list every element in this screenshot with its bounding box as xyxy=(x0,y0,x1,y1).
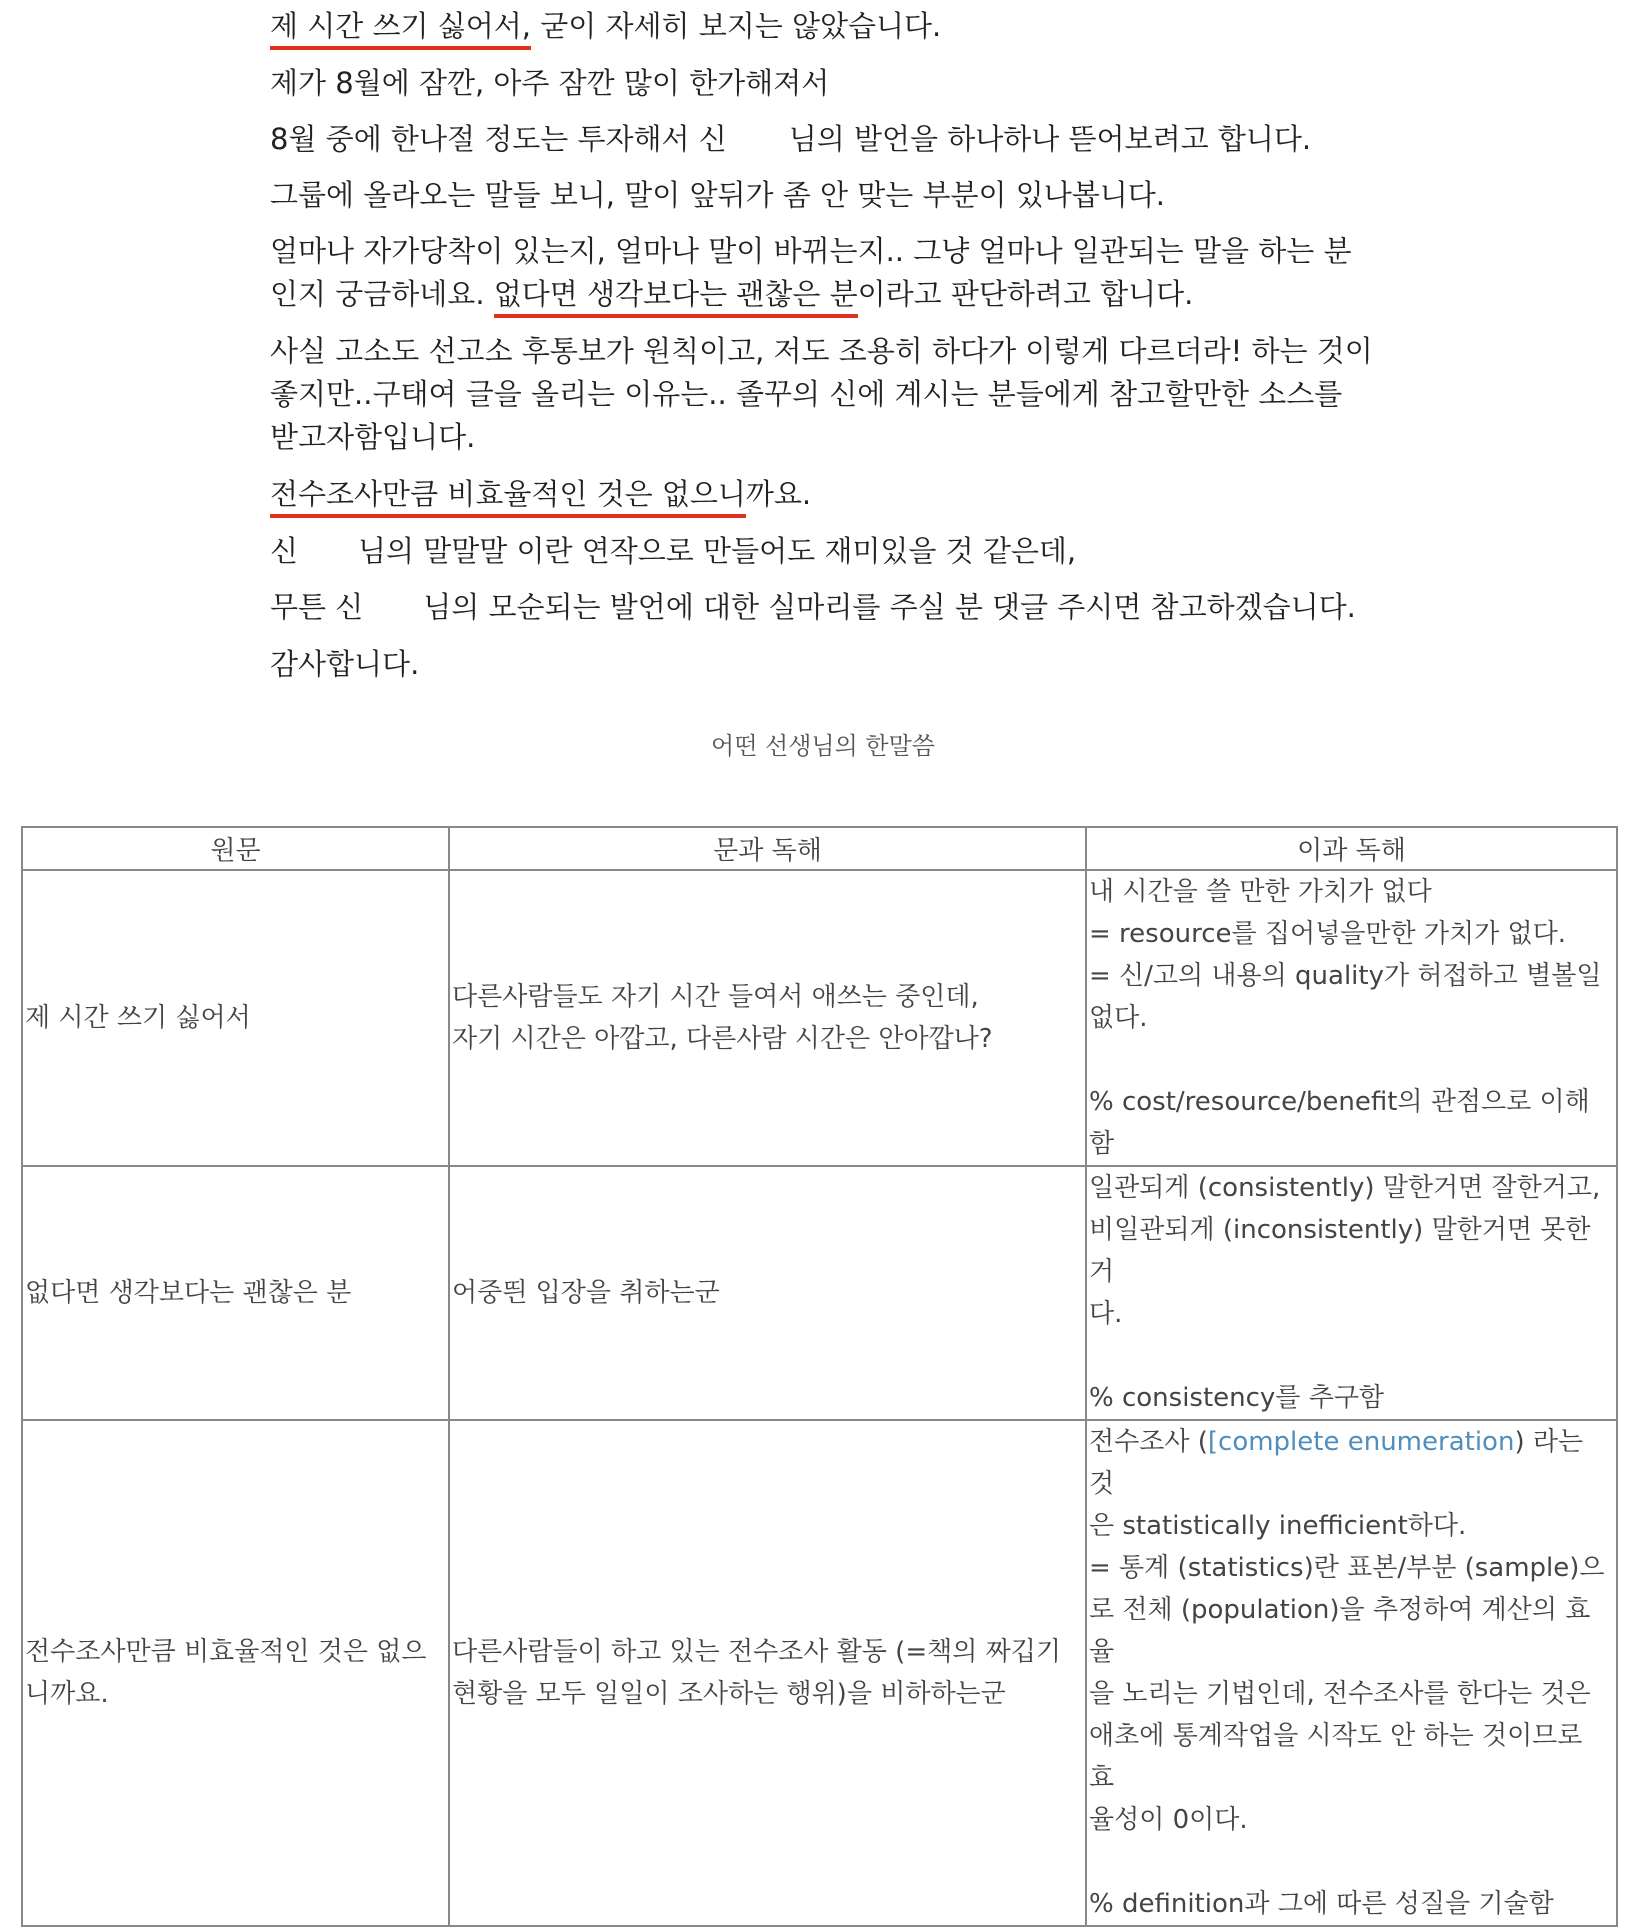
cell-science: 일관되게 (consistently) 말한거면 잘한거고, 비일관되게 (inconsistently) 말한거면 못한거 다. % consistency를 추구함 xyxy=(1086,1166,1617,1420)
cell-original: 없다면 생각보다는 괜찮은 분 xyxy=(22,1166,449,1420)
table-row xyxy=(22,1420,1617,1926)
header-science-reading: 이과 독해 xyxy=(1086,827,1617,870)
table-row xyxy=(22,870,1617,1166)
redaction-box xyxy=(298,530,358,573)
cell-original: 전수조사만큼 비효율적인 것은 없으 니까요. xyxy=(22,1420,449,1926)
post-paragraph-3: 8월 중에 한나절 정도는 투자해서 신 님의 발언을 하나하나 뜯어보려고 합니다. xyxy=(270,118,1311,161)
table-header-row xyxy=(22,827,1617,870)
post-paragraph-6: 사실 고소도 선고소 후통보가 원칙이고, 저도 조용히 하다가 이렇게 다르더라! 하는 것이 좋지만..구태여 글을 올리는 이유는.. 졸꾸의 신에 계시는 분들에게 참고할만한 소스를 받고자함입니다. xyxy=(270,334,1373,454)
comparison-table xyxy=(21,826,1618,1927)
cell-original: 제 시간 쓰기 싫어서 xyxy=(22,870,449,1166)
post-paragraph-1: 제 시간 쓰기 싫어서, 굳이 자세히 보지는 않았습니다. xyxy=(270,5,941,48)
image-caption: 어떤 선생님의 한말씀 xyxy=(711,732,935,760)
post-paragraph-5: 얼마나 자가당착이 있는지, 얼마나 말이 바뀌는지.. 그냥 얼마나 일관되는 말을 하는 분 인지 궁금하네요. 없다면 생각보다는 괜찮은 분이라고 판단하려고 합니다. xyxy=(270,230,1352,316)
post-paragraph-4: 그룹에 올라오는 말들 보니, 말이 앞뒤가 좀 안 맞는 부분이 있나봅니다. xyxy=(270,178,1166,212)
post-paragraph-7: 전수조사만큼 비효율적인 것은 없으니까요. xyxy=(270,473,811,516)
post-paragraph-8: 신 님의 말말말 이란 연작으로 만들어도 재미있을 것 같은데, xyxy=(270,530,1076,573)
table-row xyxy=(22,1166,1617,1420)
header-humanities-reading: 문과 독해 xyxy=(449,827,1086,870)
header-original: 원문 xyxy=(22,827,449,870)
post-paragraph-2: 제가 8월에 잠깐, 아주 잠깐 많이 한가해져서 xyxy=(270,66,830,100)
enumeration-link[interactable]: [complete enumeration xyxy=(1207,1427,1515,1457)
redaction-box xyxy=(727,118,789,161)
cell-humanities: 어중띈 입장을 취하는군 xyxy=(449,1166,1086,1420)
underline-highlight: 제 시간 쓰기 싫어서, xyxy=(270,9,531,50)
cell-science: 내 시간을 쓸 만한 가치가 없다 = resource를 집어넣을만한 가치가 없다. = 신/고의 내용의 quality가 허접하고 별볼일 없다. % cost/resource/benefit의 관점으로 이해 함 xyxy=(1086,870,1617,1166)
post-paragraph-9: 무튼 신 님의 모순되는 발언에 대한 실마리를 주실 분 댓글 주시면 참고하겠습니다. xyxy=(270,586,1356,629)
cell-humanities: 다른사람들도 자기 시간 들여서 애쓰는 중인데, 자기 시간은 아깝고, 다른사람 시간은 안아깝나? xyxy=(449,870,1086,1166)
cell-humanities: 다른사람들이 하고 있는 전수조사 활동 (=책의 짜깁기 현황을 모두 일일이 조사하는 행위)을 비하하는군 xyxy=(449,1420,1086,1926)
post-paragraph-10: 감사합니다. xyxy=(270,647,420,681)
underline-highlight: 없다면 생각보다는 괜찮은 분 xyxy=(494,277,858,318)
redaction-box xyxy=(363,586,423,629)
underline-highlight: 전수조사만큼 비효율적인 것은 없으니 xyxy=(270,477,746,518)
cell-science: 전수조사 ([complete enumeration) 라는 것 은 statistically inefficient하다. = 통계 (statistics)란 표본/부분 (sample)으 로 전체 (population)을 추정하여 계산의 효율 을 노리는 기법인데, 전수조사를 한다는 것은 애초에 통계작업을 시작도 안 하는 것이므로 효 율성이 0이다. % definition과 그에 따른 성질을 기술함 xyxy=(1086,1420,1617,1926)
